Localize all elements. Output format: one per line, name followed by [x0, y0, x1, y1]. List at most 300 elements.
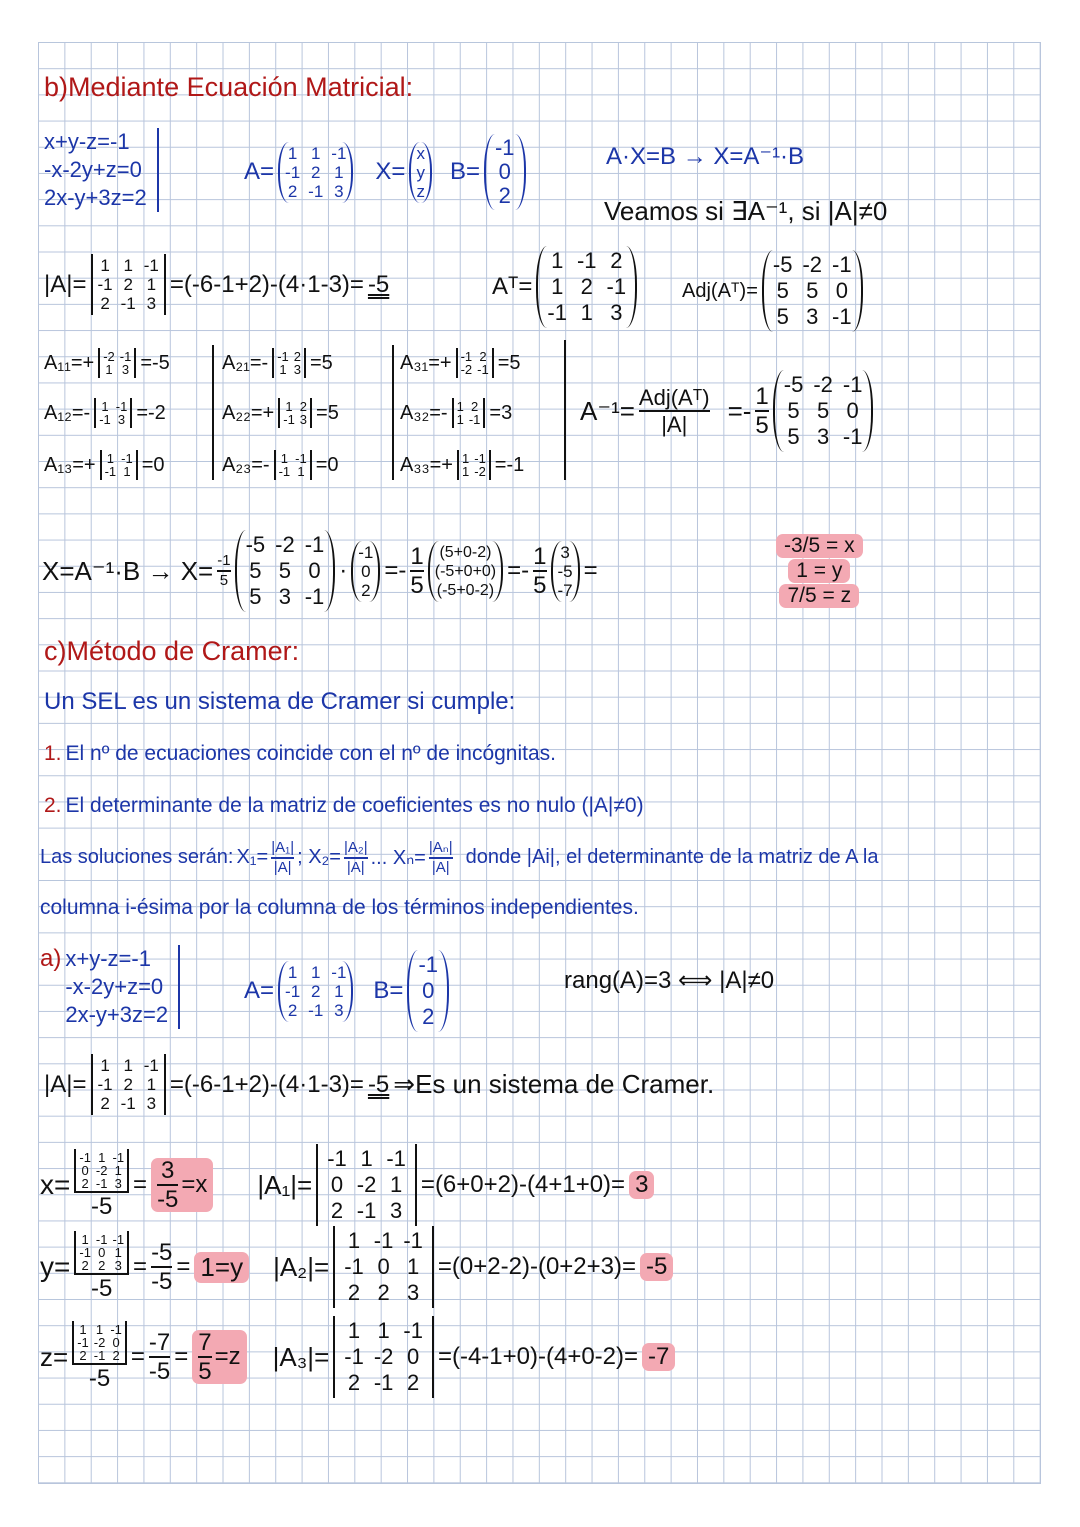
cramer-fraction — [74, 1233, 129, 1301]
matrix-cell: 2 — [81, 1257, 89, 1273]
vector-b — [407, 952, 449, 1030]
condition-2 — [44, 794, 644, 818]
matrix-cell: 3 — [278, 584, 292, 609]
equals: = — [176, 1253, 191, 1280]
matrix-cell: -5 — [557, 561, 573, 581]
det-a1 — [316, 1146, 417, 1224]
matrix-cell: -1 — [119, 349, 132, 364]
matrix-cell: 1 — [456, 399, 464, 414]
result-y: 1 = y — [788, 559, 850, 583]
matrix-cell: -2 — [356, 1172, 377, 1197]
fraction-denominator: 5 — [410, 572, 424, 599]
highlight-x — [151, 1158, 213, 1212]
det-a2 — [333, 1228, 434, 1306]
matrix-cell: 3 — [146, 294, 157, 313]
transpose-label: Aᵀ= — [492, 273, 533, 300]
cramer-conclusion: ⇒Es un sistema de Cramer. — [393, 1069, 715, 1099]
cofactor-result: =5 — [497, 351, 521, 374]
matrix-cell: 2 — [123, 275, 133, 294]
cramer-z — [40, 1318, 675, 1396]
matrix-cell: -2 — [802, 252, 823, 277]
fraction-numerator: -5 — [151, 1238, 173, 1266]
matrix-cell: 3 — [114, 1175, 122, 1191]
matrix-cell: 2 — [498, 183, 511, 208]
matrix-cell: 1 — [462, 464, 470, 479]
matrix-cell: -1 — [95, 1175, 108, 1191]
cofactor-minor — [452, 400, 486, 426]
matrix-cell: 1 — [580, 300, 593, 325]
det-result: -5 — [640, 1253, 673, 1281]
cofactor-result: =0 — [141, 453, 165, 476]
matrix-cell: (-5+0+0) — [434, 562, 497, 580]
a-label: A= — [244, 158, 275, 185]
matrix-cell: 1 — [106, 451, 114, 466]
matrix-cell: -1 — [403, 1318, 423, 1343]
matrix-cell: -2 — [813, 372, 833, 397]
det-label: |A|= — [44, 1070, 87, 1098]
fraction-numerator: |Aₙ| — [428, 839, 453, 856]
matrix-cell: -1 — [373, 1370, 394, 1395]
matrix-cell: -2 — [103, 349, 115, 364]
matrix-cell: 0 — [308, 558, 321, 583]
cofactor-result: =5 — [310, 351, 333, 374]
matrix-cell: 3 — [293, 362, 301, 377]
matrix-cell: -1 — [79, 1149, 91, 1165]
equation: x+y-z=-1 — [65, 946, 151, 971]
cofactor — [400, 350, 521, 376]
fraction-denominator: -5 — [91, 1192, 113, 1220]
matrix-cell: 2 — [347, 1370, 361, 1395]
matrix-cell: 1 — [287, 143, 298, 163]
matrix-cell: -1 — [285, 162, 301, 182]
equation-list — [44, 128, 159, 212]
matrix-cell: -1 — [832, 252, 852, 277]
matrix-cell: 1 — [95, 1321, 104, 1337]
matrix-inverse — [235, 532, 336, 610]
matrix-cell: -1 — [143, 1056, 159, 1075]
matrix-cell: 2 — [422, 1004, 435, 1029]
matrix-cell: 2 — [100, 294, 110, 313]
matrix-cell: -1 — [99, 412, 111, 427]
matrix-cell: 3 — [146, 1094, 157, 1113]
cofactor-result: =-5 — [140, 351, 170, 374]
cofactor — [400, 452, 524, 478]
cofactor-label: A₁₃=+ — [44, 453, 96, 476]
matrix-cell: 2 — [347, 1280, 361, 1305]
cofactor-minor — [457, 452, 491, 478]
condition-1 — [44, 742, 556, 766]
matrix-cell: 1 — [462, 451, 470, 466]
matrix-cell: 1 — [297, 464, 305, 479]
coefficient — [410, 544, 423, 598]
cofactor-label: A₁₂=- — [44, 401, 91, 424]
matrix-cell: 3 — [299, 412, 308, 427]
matrix-inverse — [773, 372, 874, 450]
cofactor-minor — [100, 452, 138, 478]
matrix-cell: -1 — [143, 256, 159, 275]
equation: 2x-y+3z=2 — [44, 185, 147, 210]
fraction-numerator: 1 — [533, 542, 547, 570]
fraction-denominator: -5 — [151, 1268, 173, 1295]
det-calc: =(-6-1+2)-(4·1-3)= — [169, 270, 364, 298]
matrix-a — [278, 963, 353, 1020]
vector-sums — [428, 543, 503, 600]
matrix-cell: 2 — [100, 1094, 110, 1113]
matrix-cell: 2 — [81, 1175, 89, 1191]
matrix-cell: -1 — [403, 1228, 423, 1253]
matrix-cell: -1 — [115, 399, 128, 414]
equation: x+y-z=-1 — [44, 129, 130, 154]
matrix-cell: -1 — [344, 1344, 364, 1369]
fraction — [151, 1240, 172, 1294]
result-label: =x — [181, 1171, 208, 1198]
adjugate — [682, 252, 863, 330]
solve-lead: X=A⁻¹·B → X= — [42, 555, 214, 586]
matrix-cell: 3 — [560, 542, 570, 562]
fraction — [198, 1330, 211, 1384]
matrix-cell: 2 — [293, 349, 301, 364]
divider — [392, 345, 394, 480]
matrix-cell: 3 — [816, 424, 830, 449]
matrix-cell: 1 — [551, 274, 564, 299]
system-of-equations — [44, 128, 159, 212]
equals: = — [133, 1253, 148, 1280]
x1-label: X₁= — [236, 846, 269, 869]
matrix-cell: 2 — [79, 1347, 87, 1363]
part-a-system — [40, 945, 180, 1029]
x2-label: ; X₂= — [297, 846, 341, 869]
matrix-cell: -1 — [474, 451, 486, 466]
matrix-cell: 5 — [249, 584, 262, 609]
fraction-numerator: |A₁| — [271, 839, 295, 856]
matrix-cell: -1 — [104, 464, 117, 479]
cofactor — [400, 400, 512, 426]
cofactor-result: =-1 — [494, 453, 525, 476]
matrix-cell: 0 — [835, 278, 848, 303]
fraction-denominator: -5 — [148, 1358, 171, 1385]
matrix-cell: x — [416, 143, 425, 163]
det-a3 — [333, 1318, 434, 1396]
fraction-numerator: -1 — [217, 552, 231, 570]
cofactor — [44, 350, 170, 376]
matrix-cell: 2 — [610, 248, 623, 273]
matrix-cell: 1 — [280, 451, 288, 466]
matrix-cell: -1 — [278, 464, 291, 479]
matrix-cell: 3 — [806, 304, 819, 329]
matrix-cell: -1 — [460, 349, 473, 364]
matrix-cell: 2 — [310, 162, 321, 182]
matrix-cell: 0 — [422, 978, 435, 1003]
matrix-cell: 5 — [776, 304, 789, 329]
fraction-numerator: |A₂| — [344, 839, 368, 856]
part-a-determinant — [44, 1056, 714, 1113]
matrix-cell: 1 — [310, 143, 321, 163]
fraction — [149, 1330, 170, 1384]
matrix-cell: -1 — [120, 294, 136, 313]
fraction-numerator: Adj(Aᵀ) — [638, 384, 710, 410]
variable-label: x= — [40, 1169, 71, 1200]
matrix-cell: 1 — [377, 1318, 390, 1343]
matrix-cell: 5 — [249, 558, 262, 583]
adjugate-label: Adj(Aᵀ)= — [682, 279, 758, 302]
det-label: |A₃|= — [272, 1341, 330, 1372]
cramer-fraction — [74, 1151, 129, 1219]
matrix-cell: -2 — [460, 362, 473, 377]
fraction-denominator: -5 — [91, 1274, 113, 1302]
fraction-denominator: 5 — [219, 572, 229, 589]
determinant-line — [44, 256, 389, 313]
equals: =- — [727, 395, 752, 426]
matrix-cell: 2 — [98, 1257, 106, 1273]
matrix-cell: -1 — [295, 451, 307, 466]
matrix-cell: 2 — [112, 1347, 120, 1363]
result-x: -3/5 = x — [776, 534, 863, 558]
matrix-cell: 1 — [123, 1056, 133, 1075]
matrix-cell: 3 — [121, 362, 130, 377]
matrix-cell: 1 — [334, 162, 344, 182]
matrix-cell: -1 — [331, 143, 347, 163]
matrix-cell: (-5+0-2) — [436, 581, 495, 599]
variable-label: y= — [40, 1251, 71, 1282]
matrix-cell: -1 — [112, 1149, 125, 1165]
matrix-cell: 1 — [146, 1075, 157, 1094]
fraction-denominator: 5 — [198, 1358, 212, 1385]
matrix-cell: 0 — [846, 398, 859, 423]
cofactor-label: A₃₁=+ — [400, 351, 452, 374]
numerator-det — [74, 1151, 129, 1190]
matrix-cell: 1 — [347, 1228, 361, 1253]
numerator-det — [74, 1233, 129, 1272]
matrix-cell: 3 — [334, 181, 344, 201]
equals: = — [133, 1171, 148, 1198]
cofactor-label: A₃₂=- — [400, 401, 448, 424]
matrix-cell: 1 — [79, 1321, 87, 1337]
xn-label: ... Xₙ= — [370, 847, 426, 870]
cofactor-label: A₃₃=+ — [400, 453, 453, 476]
solution-computation — [42, 532, 598, 610]
matrix-a-transpose — [536, 248, 637, 326]
vector-b — [351, 543, 380, 600]
matrix-cell: 2 — [330, 1198, 344, 1223]
matrix-cell: 2 — [287, 1000, 298, 1020]
matrix-adjugate — [762, 252, 863, 330]
fraction — [157, 1158, 178, 1212]
fraction-denominator: -5 — [88, 1364, 111, 1392]
x-label: X= — [375, 158, 406, 185]
cofactor — [44, 400, 166, 426]
matrix-a — [278, 144, 353, 201]
rank-condition: rang(A)=3 ⟺ |A|≠0 — [564, 967, 775, 994]
matrix-cell: 1 — [123, 464, 131, 479]
matrix-cell: 1 — [287, 962, 298, 982]
equation: 2x-y+3z=2 — [65, 1002, 169, 1027]
fraction-denominator: |A| — [431, 858, 450, 876]
fraction-numerator: 1 — [755, 382, 769, 410]
condition-text: El nº de ecuaciones coincide con el nº de incógnitas. — [65, 742, 557, 765]
divider — [212, 345, 214, 480]
cofactor — [44, 452, 165, 478]
condition-text: El determinante de la matriz de coeficientes es no nulo (|A|≠0) — [65, 794, 644, 817]
cofactor-result: =-2 — [136, 401, 166, 424]
equals: = — [174, 1343, 189, 1370]
solution-results — [776, 534, 863, 608]
matrix-cell: -1 — [547, 300, 567, 325]
matrix-cell: 1 — [114, 1244, 122, 1260]
matrix-cell: 3 — [610, 300, 623, 325]
matrix-cell: -1 — [277, 349, 289, 364]
solutions-lead: Las soluciones serán: — [40, 846, 234, 869]
fraction-numerator: 1 — [410, 542, 424, 570]
matrix-cell: -1 — [97, 1075, 113, 1094]
cofactor-minor — [98, 350, 136, 376]
matrix-cell: 5 — [787, 424, 800, 449]
matrix-cell: 2 — [123, 1075, 133, 1094]
matrix-cell: 3 — [117, 412, 126, 427]
matrix-cell: 5 — [278, 558, 292, 583]
matrix-cell: 2 — [407, 1370, 420, 1395]
matrix-cell: -1 — [418, 952, 438, 977]
matrix-cell: -1 — [606, 274, 627, 299]
matrix-cell: -1 — [327, 1146, 347, 1171]
det-calc: =(-4-1+0)-(4+0-2)= — [437, 1343, 639, 1370]
matrix-cell: (5+0-2) — [439, 543, 492, 561]
matrix-cell: 0 — [407, 1344, 420, 1369]
coefficient — [533, 544, 546, 598]
matrix-cell: -1 — [121, 451, 133, 466]
cofactor-label: A₂₁=- — [222, 351, 269, 374]
equals: =- — [384, 557, 407, 584]
cofactor-minor — [278, 400, 312, 426]
matrix-cell: -5 — [772, 252, 793, 277]
fraction-numerator: 7 — [198, 1328, 212, 1356]
matrix-cell: 1 — [390, 1172, 403, 1197]
det-result: -7 — [642, 1343, 675, 1371]
matrix-cell: -1 — [477, 362, 489, 377]
matrix-cell: 1 — [101, 399, 109, 414]
matrix-cell: -1 — [93, 1347, 106, 1363]
det-calc: =(0+2-2)-(0+2+3)= — [437, 1253, 637, 1280]
section-c-title: c)Método de Cramer: — [44, 636, 300, 666]
matrix-cell: -1 — [77, 1334, 89, 1350]
matrix-cell: 5 — [787, 398, 800, 423]
highlight-z — [192, 1330, 246, 1384]
matrix-cell: 1 — [123, 256, 133, 275]
matrix-cell: -1 — [832, 304, 852, 329]
matrix-cell: 1 — [360, 1146, 373, 1171]
matrix-cell: 1 — [114, 1162, 122, 1178]
fraction-numerator: 3 — [161, 1156, 175, 1184]
matrix-cell: -5 — [783, 372, 804, 397]
fraction-denominator: 5 — [755, 412, 769, 439]
section-b-title: b)Mediante Ecuación Matricial: — [44, 72, 414, 102]
vector-result — [551, 543, 580, 600]
cofactor — [222, 452, 339, 478]
result-z: 7/5 = z — [779, 584, 859, 608]
det-calc: =(6+0+2)-(4+1+0)= — [420, 1171, 626, 1198]
matrix-cell: 1 — [407, 1254, 420, 1279]
matrix-cell: 1 — [100, 256, 110, 275]
matrix-cell: -1 — [468, 412, 481, 427]
divider — [564, 340, 566, 480]
matrix-equation: A·X=B → X=A⁻¹·B — [606, 143, 805, 170]
result-label: =z — [214, 1343, 241, 1370]
cofactor-result: =5 — [316, 401, 339, 424]
fraction-denominator: |A| — [661, 412, 688, 437]
matrix-cell: 2 — [361, 580, 371, 600]
vector-x — [409, 144, 432, 201]
fraction-denominator: |A| — [273, 858, 292, 876]
det-result: -5 — [367, 270, 390, 298]
matrix-cell: 1 — [285, 399, 293, 414]
det-label: |A₁|= — [257, 1169, 313, 1200]
matrix-cell: -1 — [494, 135, 515, 160]
matrix-cell: -1 — [120, 1094, 136, 1113]
det-result: -5 — [367, 1070, 390, 1098]
matrix-cell: 5 — [806, 278, 819, 303]
x2-fraction — [344, 840, 368, 876]
matrix-cell: 1 — [146, 275, 157, 294]
matrix-cell: 1 — [310, 962, 321, 982]
matrix-cell: 0 — [361, 561, 371, 581]
matrix-cell: -5 — [245, 532, 266, 557]
fraction-numerator: -7 — [148, 1328, 171, 1356]
det-result: 3 — [629, 1171, 654, 1199]
matrix-cell: -1 — [304, 584, 325, 609]
matrix-cell: 0 — [377, 1254, 390, 1279]
matrix-cell: z — [416, 181, 425, 201]
matrix-cell: -1 — [97, 275, 113, 294]
vector-b — [484, 136, 526, 208]
part-a-matrices — [244, 952, 449, 1030]
matrix-cell: 1 — [456, 412, 464, 427]
matrix-cell: -2 — [275, 532, 295, 557]
a-label: A= — [244, 977, 275, 1004]
matrix-cell: 0 — [81, 1162, 89, 1178]
matrix-cell: -1 — [283, 412, 295, 427]
matrix-cell: -7 — [557, 580, 573, 600]
matrix-cell: 3 — [407, 1280, 420, 1305]
matrix-cell: 0 — [330, 1172, 344, 1197]
matrix-cell: 5 — [816, 398, 830, 423]
inverse-formula — [580, 372, 873, 450]
matrix-cell: 2 — [470, 399, 479, 414]
cofactor-minor — [272, 350, 306, 376]
coefficient — [755, 384, 768, 438]
matrix-cell: -1 — [308, 1000, 324, 1020]
equals: =- — [507, 557, 530, 584]
matrix-cell: y — [416, 162, 425, 182]
cofactor-label: A₁₁=+ — [44, 351, 95, 374]
cramer-solutions — [40, 840, 879, 876]
transpose — [492, 248, 637, 326]
matrix-cell: -2 — [95, 1162, 108, 1178]
solutions-tail: donde |Ai|, el determinante de la matriz de A la — [465, 846, 879, 869]
cofactor-label: A₂₃=- — [222, 453, 270, 476]
inverse-label: A⁻¹= — [580, 395, 635, 426]
matrix-cell: 1 — [98, 1149, 106, 1165]
matrix-cell: 3 — [390, 1198, 403, 1223]
highlight-y: 1=y — [194, 1252, 249, 1283]
cofactor-minor — [456, 350, 494, 376]
matrix-cell: -1 — [110, 1321, 122, 1337]
cofactor-result: =0 — [315, 453, 339, 476]
condition-number: 1. — [44, 742, 62, 765]
matrix-cell: -2 — [373, 1344, 394, 1369]
coefficient — [217, 553, 230, 589]
matrix-cell: -1 — [308, 181, 324, 201]
cramer-intro: Un SEL es un sistema de Cramer si cumple: — [44, 688, 516, 715]
matrix-cell: -1 — [344, 1254, 364, 1279]
